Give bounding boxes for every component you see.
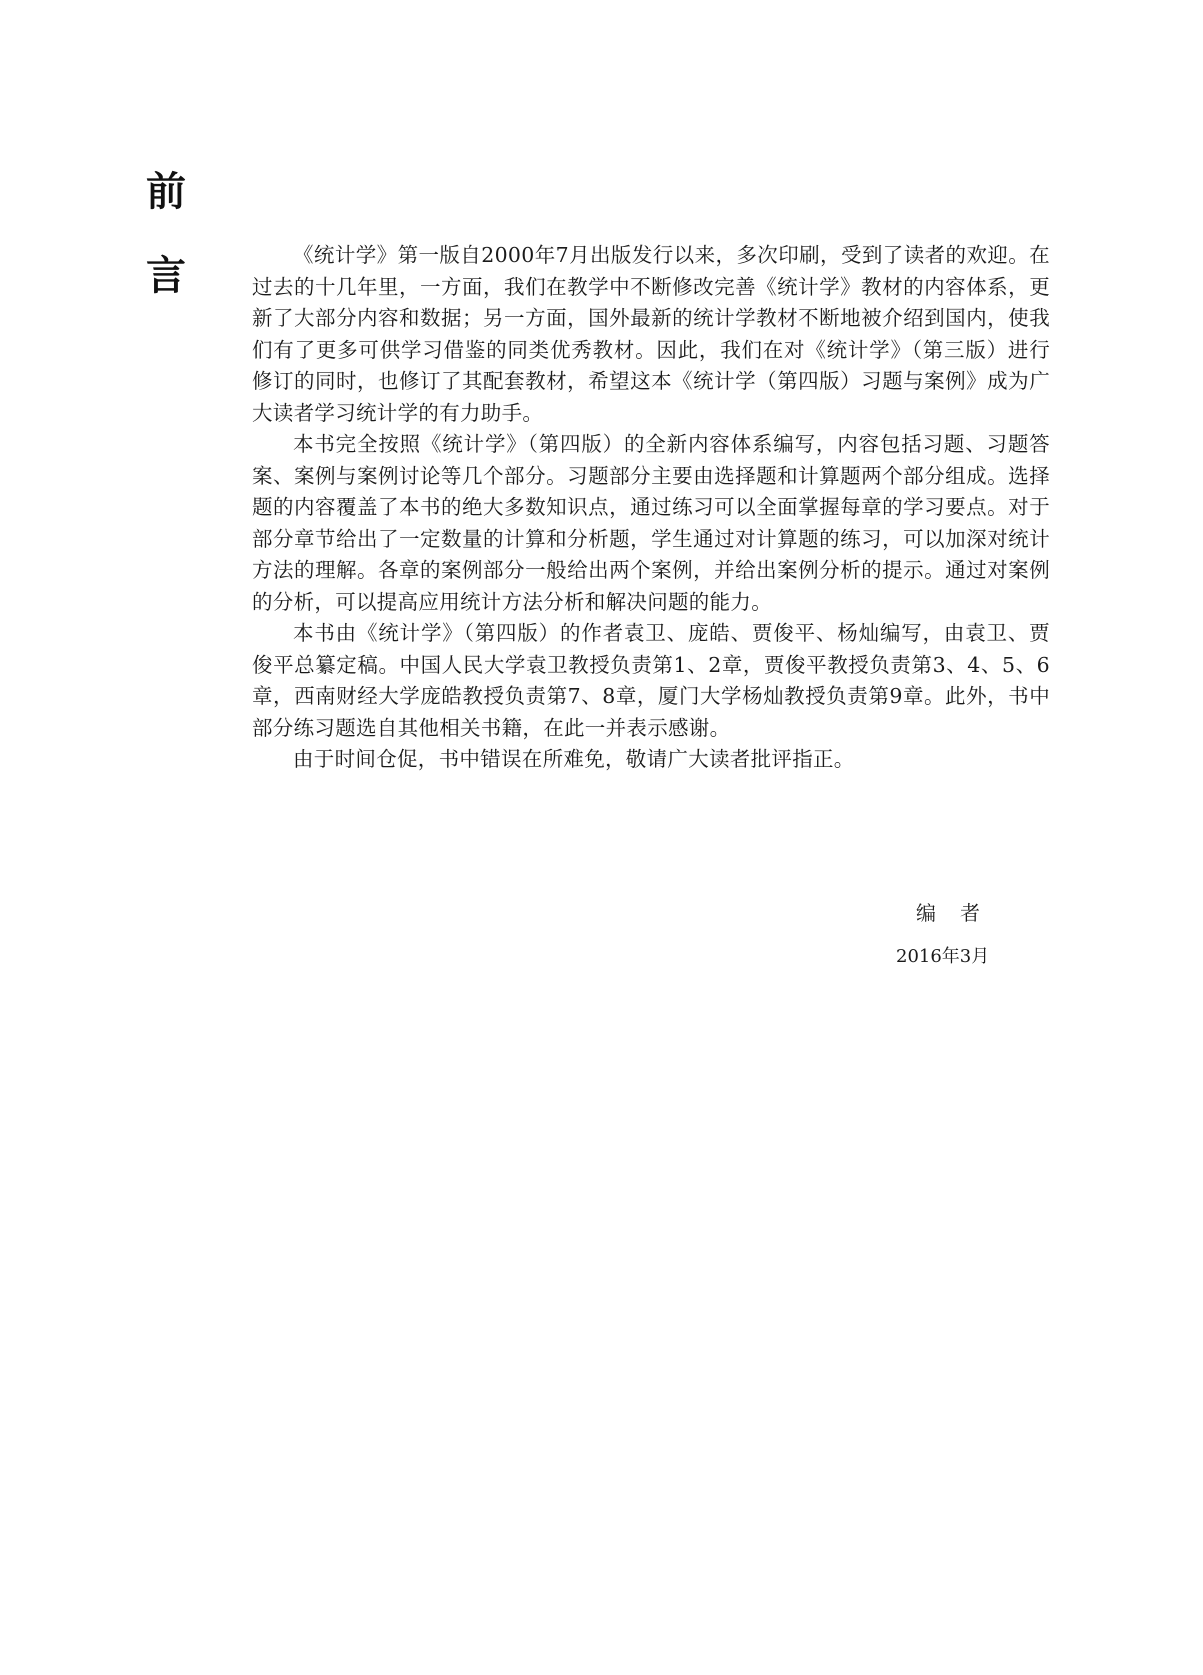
paragraph-3: 本书由《统计学》（第四版）的作者袁卫、庞皓、贾俊平、杨灿编写，由袁卫、贾俊平总纂定稿。中国人民大学袁卫教授负责第1、2章，贾俊平教授负责第3、4、5、6章，西南财经大学庞皓教授负责第7、8章，厦门大学杨灿教授负责第9章。此外，书中部分练习题选自其他相关书籍，在此一并表示感谢。: [252, 621, 1050, 740]
paragraph-4: 由于时间仓促，书中错误在所难免，敬请广大读者批评指正。: [293, 747, 855, 771]
paragraph-2: 本书完全按照《统计学》（第四版）的全新内容体系编写，内容包括习题、习题答案、案例与案例讨论等几个部分。习题部分主要由选择题和计算题两个部分组成。选择题的内容覆盖了本书的绝大多数知识点，通过练习可以全面掌握每章的学习要点。对于部分章节给出了一定数量的计算和分析题，学生通过对计算题的练习，可以加深对统计方法的理解。各章的案例部分一般给出两个案例，并给出案例分析的提示。通过对案例的分析，可以提高应用统计方法分析和解决问题的能力。: [252, 432, 1050, 614]
date-line: 2016年3月: [896, 946, 990, 967]
page-title: [146, 150, 206, 318]
paragraph-1: 《统计学》第一版自2000年7月出版发行以来，多次印刷，受到了读者的欢迎。在过去的十几年里，一方面，我们在教学中不断修改完善《统计学》教材的内容体系，更新了大部分内容和数据；另一方面，国外最新的统计学教材不断地被介绍到国内，使我们有了更多可供学习借鉴的同类优秀教材。因此，我们在对《统计学》（第三版）进行修订的同时，也修订了其配套教材，希望这本《统计学（第四版）习题与案例》成为广大读者学习统计学的有力助手。: [252, 243, 1050, 425]
title-char-2: 言: [146, 253, 186, 299]
author-signature: 编者: [916, 901, 1004, 925]
title-char-1: 前: [146, 169, 186, 215]
preface-body: [252, 240, 1050, 776]
